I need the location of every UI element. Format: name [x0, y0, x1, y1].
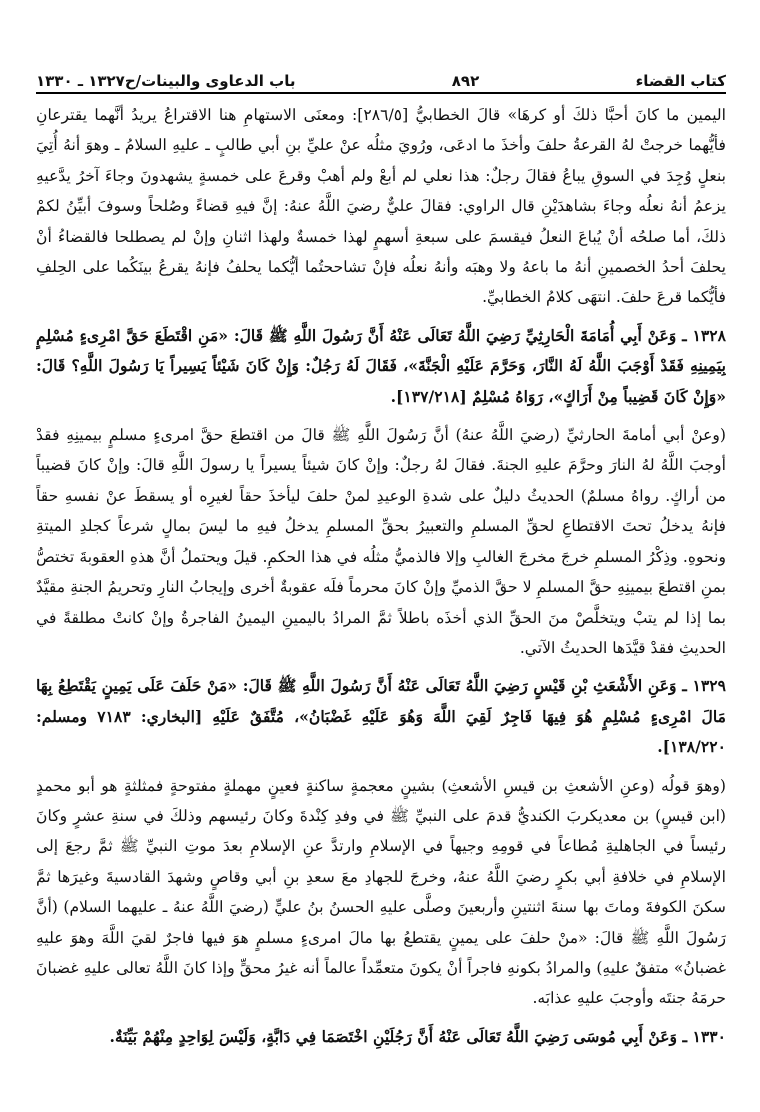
hadith-1330: ١٣٣٠ ـ وَعَنْ أَبِي مُوسَى رَضِيَ اللَّهُ تَعَالَى عَنْهُ أَنَّ رَجُلَيْنِ اخْتَصَمَا فِي دَابَّةٍ، وَلَيْسَ لِوَاحِدٍ مِنْهُمْ بَيِّنَةٌ.: [109, 1026, 726, 1046]
page-body: [36, 100, 726, 1104]
commentary-paragraph: (وعنْ أبي أمامةَ الحارثيِّ (رضيَ اللَّهُ عنهُ) أنَّ رَسُولَ اللَّهِ ﷺ قالَ من اقتطعَ حقَّ امرىءٍ مسلمٍ بيمينِهِ فقدْ أوجبَ اللَّهُ لهُ النارَ وحرَّمَ عليهِ الجنةَ. فقالَ لهُ رجلٌ: وإنْ كانَ شيئاً يسيراً يا رسولَ اللَّهِ قالَ: وإنْ كانَ قضيباً من أراكٍ. رواهُ مسلمٌ) الحديثُ دليلٌ على شدةِ الوعيدِ لمنْ حلفَ ليأخذَ حقاً لغيرِه أو يسقطَ عنْ نفسهِ حقاً فإنهُ يدخلُ تحتَ الاقتطاعِ لحقِّ المسلمِ والتعبيرُ بحقِّ المسلمِ يدخلُ فيهِ ما ليسَ بمالٍ شرعاً كجلدِ الميتةِ ونحوهِ. وذِكْرُ المسلمِ خرجَ مخرجَ الغالبِ وإلا فالذميُّ مثلُه في هذا الحكمِ. قيلَ ويحتملُ أنَّ هذهِ العقوبةَ تختصُّ بمنِ اقتطعَ بيمينِهِ حقَّ المسلمِ لا حقَّ الذميِّ وإنْ كانَ محرماً فلَه عقوبةٌ أخرى وإيجابُ النارِ وتحريمُ الجنةِ مقيَّدٌ بما إذا لم يتبْ ويتخلَّصْ منَ الحقِّ الذي أخذَه باطلاً ثمَّ المرادُ باليمينِ اليمينُ الفاجرةُ وإنْ كانتْ مطلقةً في الحديثِ فقدْ قيَّدَها الحديثُ الآتي.: [36, 426, 726, 657]
commentary-paragraph: اليمين ما كانَ أحبَّا ذلكَ أو كرهَا» قالَ الخطابيُّ [٢٨٦/٥]: ومعنَى الاستهامِ هنا الاقتراعُ يريدُ أنَّهما يقترعانِ فأيُّهما خرجتْ لهُ القرعةُ حلفَ وأخذَ ما ادعَى، ورُويَ مثلُه عنْ عليِّ بنِ أبي طالبٍ ـ عليهِ السلامُ ـ وهوَ أنهُ أُتِيَ بنعلٍ وُجِدَ في السوقِ يباعُ فقالَ رجلٌ: هذا نعلي لم أبعْ ولم أهبْ وقرعَ على خمسةٍ يشهدونَ وجاءَ آخرُ يدَّعيهِ يزعمُ أنهُ نعلُه وجاءَ بشاهدَيْنِ قال الراوي: فقالَ عليٌّ رضيَ اللَّهُ عنهُ: إنَّ فيهِ قضاءً وصُلحاً وسوفَ أبيِّنُ لكمْ ذلكَ، أما صلحُه أنْ يُباعَ النعلُ فيقسمَ على سبعةِ أسهمٍ لهذا خمسةٌ ولهذا اثنانِ وإنْ لم يصطلحا فالقضاءُ أنْ يحلفَ أحدُ الخصمينِ أنهُ ما باعهُ ولا وهبَه وأنهُ نعلُه فإنْ تشاححتُما أيُّكما يحلفُ فإنهُ يقرعُ بينَكُما على الحِلفِ فأيُّكما قرعَ حلفَ. انتهَى كلامُ الخطابيِّ.: [36, 106, 726, 307]
page-number: ٨٩٢: [451, 72, 480, 90]
commentary-paragraph: (وهوَ قولُه (وعنِ الأشعثِ بن قيسِ الأشعثِ) بشينٍ معجمةٍ ساكنةٍ فعينٍ مهملةٍ مفتوحةٍ فمثلثةٍ هو أبو محمدٍ (ابن قيسٍ) بن معديكربَ الكنديُّ قدمَ على النبيِّ ﷺ في وفدِ كِنْدةَ وكانَ رئيسهم وذلكَ في سنةِ عشرٍ وكانَ رئيساً في الجاهليةِ مُطاعاً في قومِهِ وجيهاً في الإسلامِ وارتدَّ عنِ الإسلامِ بعدَ موتِ النبيِّ ﷺ ثمَّ رجعَ إلى الإسلامِ في خلافةِ أبي بكرٍ رضيَ اللَّهُ عنهُ، وخرجَ للجهادِ معَ سعدِ بنِ أبي وقاصٍ وشهدَ القادسيةَ وغيرَها ثمَّ سكنَ الكوفةَ وماتَ بها سنةَ اثنتينِ وأربعينَ وصلَّى عليهِ الحسنُ بنُ عليٍّ (رضيَ اللَّهُ عنهُ ـ عليهما السلام) (أنَّ رَسُولَ اللَّهِ ﷺ قالَ: «منْ حلفَ على يمينٍ يقتطعُ بها مالَ امرىءٍ مسلمٍ هوَ فيها فاجرٌ لقيَ اللَّهَ وهوَ عليهِ غضبانُ» متفقٌ عليهِ) والمرادُ بكونهِ فاجراً أنْ يكونَ متعمِّداً عالماً أنه غيرُ محقٍّ وإذا كانَ اللَّهُ تعالى عليهِ غضبانَ حرمَهُ جنتَه وأوجبَ عليهِ عذابَه.: [36, 776, 726, 1008]
book-title: كتاب القضاء: [635, 72, 726, 90]
hadith-1328: ١٣٢٨ ـ وَعَنْ أَبِي أُمَامَةَ الْحَارِثِيِّ رَضِيَ اللَّهُ تَعَالَى عَنْهُ أَنَّ رَسُولَ اللَّهِ ﷺ قَالَ: «مَنِ اقْتَطَعَ حَقَّ امْرِىءٍ مُسْلِمٍ بِيَمِينِهِ فَقَدْ أَوْجَبَ اللَّهُ لَهُ النَّارَ، وَحَرَّمَ عَلَيْهِ الْجَنَّةَ»، فَقَالَ لَهُ رَجُلٌ: وَإِنْ كَانَ شَيْئاً يَسِيراً يَا رَسُولَ اللَّهِ؟ قَالَ: «وَإِنْ كَانَ قَضِيباً مِنْ أَرَاكٍ»، رَوَاهُ مُسْلِمٌ [١٣٧/٢١٨].: [36, 325, 726, 406]
hadith-1329: ١٣٢٩ ـ وَعَنِ الأَشْعَثِ بْنِ قَيْسٍ رَضِيَ اللَّهُ تَعَالَى عَنْهُ أَنَّ رَسُولَ اللَّهِ ﷺ قَالَ: «مَنْ حَلَفَ عَلَى يَمِينٍ يَقْتَطِعُ بِهَا مَالَ امْرِىءٍ مُسْلِمٍ هُوَ فِيهَا فَاجِرٌ لَقِيَ اللَّهَ وَهُوَ عَلَيْهِ غَضْبَانُ»، مُتَّفَقٌ عَلَيْهِ [البخاري: ٧١٨٣ ومسلم: ١٣٨/٢٢٠].: [36, 676, 726, 757]
chapter-title: باب الدعاوى والبينات/ح١٣٢٧ ـ ١٣٣٠: [36, 72, 296, 90]
header-rule: [36, 92, 726, 94]
page-header: [36, 58, 726, 90]
